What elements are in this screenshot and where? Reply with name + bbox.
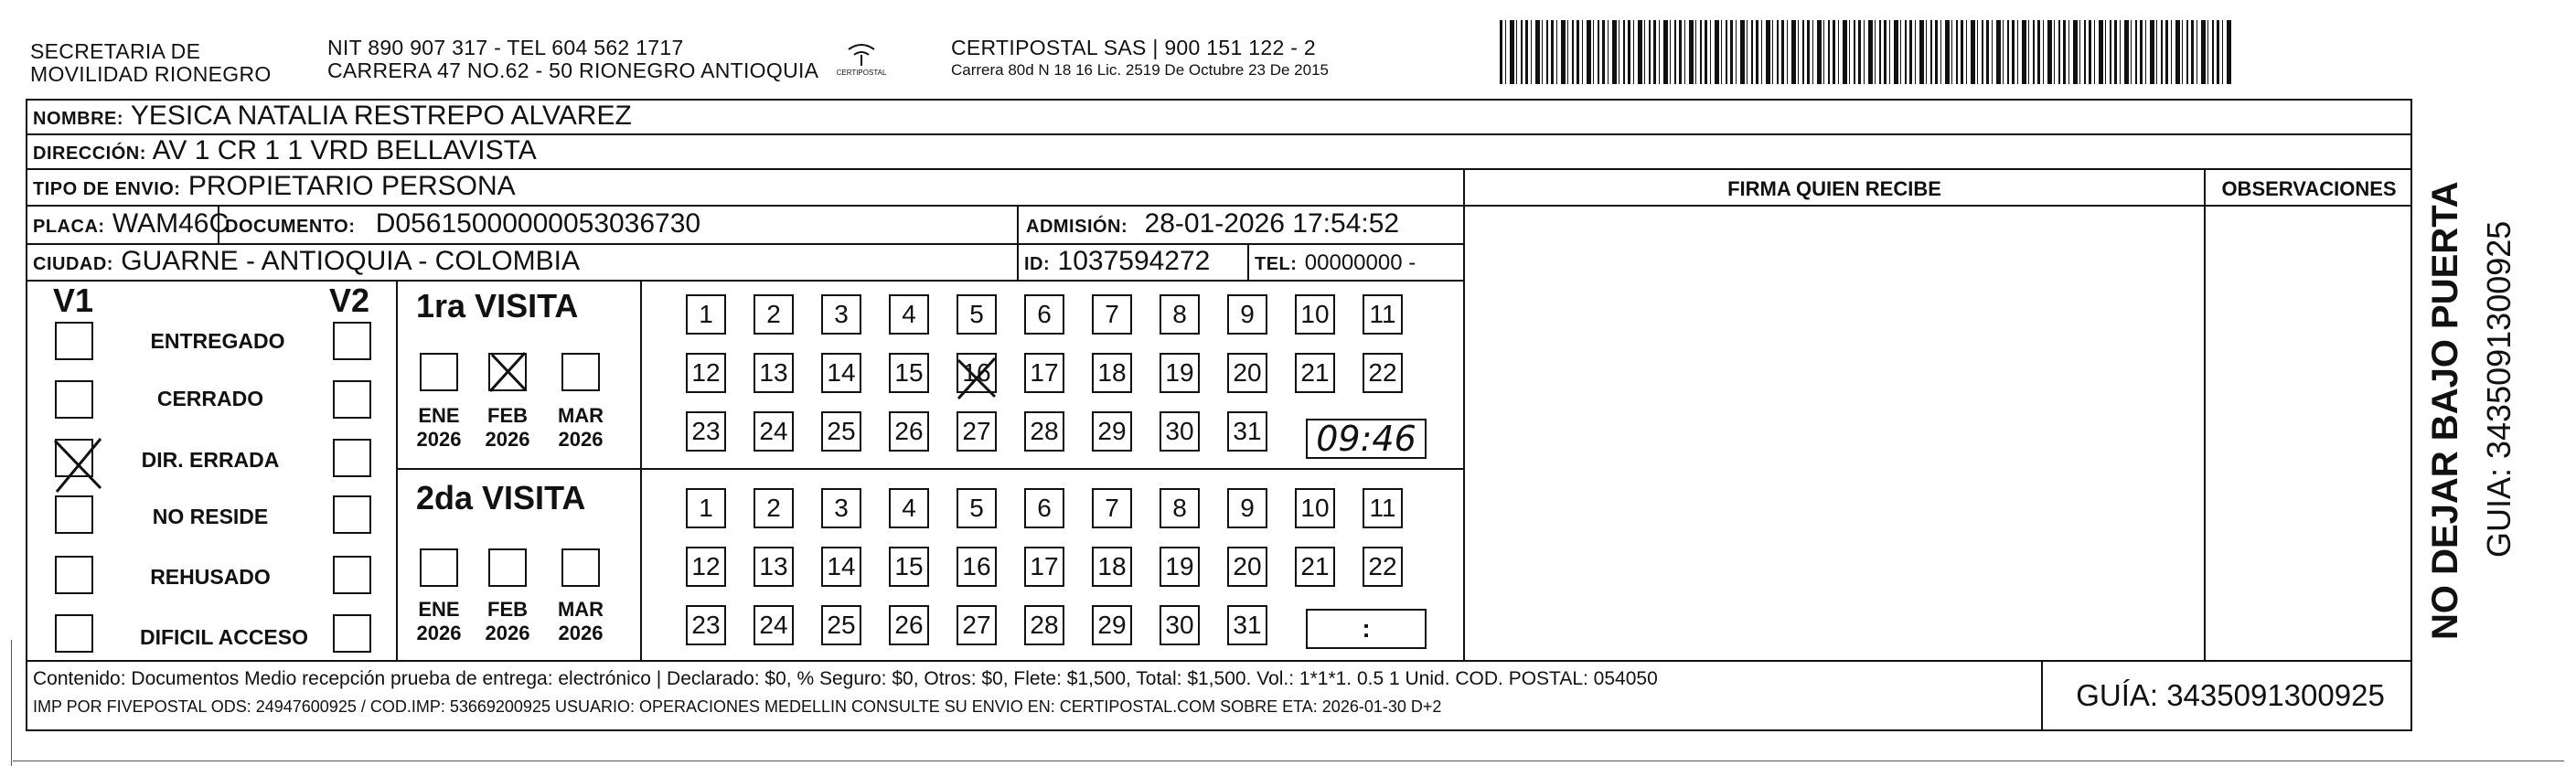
- second-visit-day-10[interactable]: 10: [1295, 488, 1335, 528]
- second-visit-day-2[interactable]: 2: [754, 488, 794, 528]
- v2-label: V2: [329, 282, 370, 319]
- tel-label: TEL:: [1255, 254, 1298, 274]
- direccion-label: DIRECCIÓN:: [33, 144, 146, 164]
- courier-line1: CERTIPOSTAL SAS | 900 151 122 - 2: [951, 36, 1316, 59]
- x-mark-day-16: [951, 353, 1002, 404]
- admision-field: [1026, 208, 1399, 242]
- first-visit-day-29[interactable]: 29: [1092, 411, 1132, 452]
- v2-checkbox-no-reside[interactable]: [333, 495, 371, 534]
- id-label: ID:: [1024, 254, 1051, 274]
- documento-value: D05615000000053036730: [375, 208, 701, 239]
- x-mark-dir-errada: [48, 431, 112, 497]
- first-visit-day-21[interactable]: 21: [1295, 353, 1335, 393]
- org-contact: [327, 37, 818, 82]
- v1-checkbox-rehusado[interactable]: [55, 556, 93, 594]
- second-visit-month-mar-label: MAR 2026: [557, 598, 604, 644]
- first-visit-day-15[interactable]: 15: [889, 353, 929, 393]
- second-visit-title: 2da VISITA: [416, 479, 586, 516]
- first-visit-day-11[interactable]: 11: [1363, 294, 1403, 335]
- footer-contents: Contenido: Documentos Medio recepción prueba de entrega: electrónico | Declarado: $0, % Seguro: $0, Otros: $0, Flete: $1,500, Total: $1,500. Vol.: 1*1*1. 0.5 1 Unid. COD. POSTAL: 054050: [33, 668, 1658, 689]
- id-value: 1037594272: [1057, 246, 1211, 276]
- second-visit-month-ene[interactable]: [420, 548, 458, 587]
- second-visit-day-18[interactable]: 18: [1092, 547, 1132, 587]
- status-cerrado: CERRADO: [156, 387, 264, 410]
- first-visit-time-box[interactable]: [1306, 419, 1427, 459]
- second-visit-day-25[interactable]: 25: [821, 605, 861, 645]
- second-visit-time-box[interactable]: [1306, 609, 1427, 649]
- second-visit-day-24[interactable]: 24: [754, 605, 794, 645]
- first-visit-day-14[interactable]: 14: [821, 353, 861, 393]
- second-visit-day-28[interactable]: 28: [1024, 605, 1064, 645]
- v1-checkbox-cerrado[interactable]: [55, 380, 93, 419]
- first-visit-month-ene-label: ENE 2026: [416, 404, 462, 451]
- tel-field: [1255, 246, 1416, 280]
- second-visit-day-12[interactable]: 12: [686, 547, 726, 587]
- second-visit-time: :: [1362, 614, 1371, 643]
- first-visit-day-23[interactable]: 23: [686, 411, 726, 452]
- first-visit-month-mar-label: MAR 2026: [557, 404, 604, 451]
- first-visit-day-12[interactable]: 12: [686, 353, 726, 393]
- placa-value: WAM46C: [112, 208, 230, 239]
- tel-value: 00000000 -: [1304, 250, 1416, 275]
- v2-checkbox-dificil-acceso[interactable]: [333, 614, 371, 653]
- side-warning: NO DEJAR BAJO PUERTA: [2425, 181, 2465, 640]
- second-visit-month-ene-label: ENE 2026: [416, 598, 462, 644]
- second-visit-day-14[interactable]: 14: [821, 547, 861, 587]
- first-visit-day-1[interactable]: 1: [686, 294, 726, 335]
- second-visit-day-16[interactable]: 16: [957, 547, 997, 587]
- barcode: [1500, 20, 2231, 84]
- first-visit-day-3[interactable]: 3: [821, 294, 861, 335]
- nombre-label: NOMBRE:: [33, 109, 124, 129]
- second-visit-day-11[interactable]: 11: [1363, 488, 1403, 528]
- first-visit-day-16[interactable]: 16: [957, 353, 997, 393]
- first-visit-day-27[interactable]: 27: [957, 411, 997, 452]
- first-visit-day-7[interactable]: 7: [1092, 294, 1132, 335]
- first-visit-day-5[interactable]: 5: [957, 294, 997, 335]
- second-visit-day-17[interactable]: 17: [1024, 547, 1064, 587]
- second-visit-day-5[interactable]: 5: [957, 488, 997, 528]
- first-visit-day-30[interactable]: 30: [1160, 411, 1200, 452]
- courier-info: [951, 37, 1329, 80]
- first-visit-day-25[interactable]: 25: [821, 411, 861, 452]
- admision-value: 28-01-2026 17:54:52: [1144, 208, 1400, 239]
- ciudad-field: [33, 246, 580, 280]
- first-visit-day-9[interactable]: 9: [1227, 294, 1267, 335]
- nit-line: NIT 890 907 317 - TEL 604 562 1717: [327, 36, 684, 59]
- first-visit-month-ene[interactable]: [420, 353, 458, 391]
- org-name: [30, 40, 272, 86]
- observaciones-header: OBSERVACIONES: [2221, 177, 2397, 200]
- footer-print-info: IMP POR FIVEPOSTAL ODS: 24947600925 / COD.IMP: 53669200925 USUARIO: OPERACIONES MEDELLIN CONSULTE SU ENVIO EN: CERTIPOSTAL.COM SOBRE ETA: 2026-01-30 D+2: [33, 697, 1442, 716]
- v2-checkbox-rehusado[interactable]: [333, 556, 371, 594]
- second-visit-day-30[interactable]: 30: [1160, 605, 1200, 645]
- nombre-field: [33, 101, 632, 134]
- v2-checkbox-entregado[interactable]: [333, 322, 371, 360]
- second-visit-day-22[interactable]: 22: [1363, 547, 1403, 587]
- tipo-field: [33, 171, 516, 205]
- address-line: CARRERA 47 NO.62 - 50 RIONEGRO ANTIOQUIA: [327, 59, 819, 82]
- courier-line2: Carrera 80d N 18 16 Lic. 2519 De Octubre 23 De 2015: [951, 61, 1329, 79]
- id-field: [1024, 246, 1210, 280]
- ciudad-label: CIUDAD:: [33, 254, 113, 274]
- nombre-value: YESICA NATALIA RESTREPO ALVAREZ: [130, 101, 632, 131]
- first-visit-day-17[interactable]: 17: [1024, 353, 1064, 393]
- tipo-value: PROPIETARIO PERSONA: [187, 171, 516, 201]
- second-visit-day-4[interactable]: 4: [889, 488, 929, 528]
- ciudad-value: GUARNE - ANTIOQUIA - COLOMBIA: [121, 246, 581, 276]
- status-dificil-acceso: DIFICIL ACCESO: [139, 625, 308, 649]
- first-visit-day-20[interactable]: 20: [1227, 353, 1267, 393]
- second-visit-day-6[interactable]: 6: [1024, 488, 1064, 528]
- second-visit-day-31[interactable]: 31: [1227, 605, 1267, 645]
- v1-checkbox-no-reside[interactable]: [55, 495, 93, 534]
- second-visit-day-1[interactable]: 1: [686, 488, 726, 528]
- v1-checkbox-entregado[interactable]: [55, 322, 93, 360]
- second-visit-day-13[interactable]: 13: [754, 547, 794, 587]
- x-mark-feb: [485, 347, 532, 397]
- second-visit-day-15[interactable]: 15: [889, 547, 929, 587]
- side-guia: GUIA: 3435091300925: [2480, 220, 2517, 558]
- second-visit-day-3[interactable]: 3: [821, 488, 861, 528]
- first-visit-month-mar[interactable]: [561, 353, 600, 391]
- first-visit-day-18[interactable]: 18: [1092, 353, 1132, 393]
- second-visit-day-23[interactable]: 23: [686, 605, 726, 645]
- first-visit-day-26[interactable]: 26: [889, 411, 929, 452]
- placa-label: PLACA:: [33, 217, 105, 237]
- second-visit-month-mar[interactable]: [561, 548, 600, 587]
- logo-text: CERTIPOSTAL: [836, 69, 887, 77]
- v2-checkbox-dir-errada[interactable]: [333, 439, 371, 477]
- first-visit-month-feb-label: FEB 2026: [485, 404, 530, 451]
- second-visit-day-19[interactable]: 19: [1160, 547, 1200, 587]
- v1-checkbox-dificil-acceso[interactable]: [55, 614, 93, 653]
- certipostal-logo: [834, 37, 889, 82]
- first-visit-day-19[interactable]: 19: [1160, 353, 1200, 393]
- direccion-field: [33, 135, 537, 169]
- second-visit-month-feb[interactable]: [488, 548, 527, 587]
- footer-guia: GUÍA: 3435091300925: [2076, 678, 2385, 712]
- first-visit-day-13[interactable]: 13: [754, 353, 794, 393]
- second-visit-day-20[interactable]: 20: [1227, 547, 1267, 587]
- first-visit-day-10[interactable]: 10: [1295, 294, 1335, 335]
- second-visit-day-7[interactable]: 7: [1092, 488, 1132, 528]
- first-visit-day-4[interactable]: 4: [889, 294, 929, 335]
- status-rehusado: REHUSADO: [150, 565, 271, 589]
- status-no-reside: NO RESIDE: [152, 505, 269, 528]
- status-entregado: ENTREGADO: [150, 329, 285, 353]
- first-visit-time: 09:46: [1316, 419, 1416, 459]
- second-visit-day-8[interactable]: 8: [1160, 488, 1200, 528]
- status-dir-errada: DIR. ERRADA: [141, 448, 280, 472]
- second-visit-day-9[interactable]: 9: [1227, 488, 1267, 528]
- placa-field: [33, 208, 229, 242]
- second-visit-day-21[interactable]: 21: [1295, 547, 1335, 587]
- tipo-label: TIPO DE ENVIO:: [33, 179, 181, 199]
- direccion-value: AV 1 CR 1 1 VRD BELLAVISTA: [152, 135, 537, 165]
- second-visit-day-29[interactable]: 29: [1092, 605, 1132, 645]
- first-visit-day-6[interactable]: 6: [1024, 294, 1064, 335]
- documento-field: [225, 208, 700, 242]
- org-line1: SECRETARIA DE: [30, 39, 201, 63]
- first-visit-day-22[interactable]: 22: [1363, 353, 1403, 393]
- first-visit-day-28[interactable]: 28: [1024, 411, 1064, 452]
- second-visit-day-26[interactable]: 26: [889, 605, 929, 645]
- first-visit-title: 1ra VISITA: [416, 287, 579, 324]
- first-visit-day-24[interactable]: 24: [754, 411, 794, 452]
- first-visit-day-31[interactable]: 31: [1227, 411, 1267, 452]
- first-visit-day-2[interactable]: 2: [754, 294, 794, 335]
- admision-label: ADMISIÓN:: [1026, 217, 1128, 237]
- org-line2: MOVILIDAD RIONEGRO: [30, 62, 272, 86]
- second-visit-day-27[interactable]: 27: [957, 605, 997, 645]
- firma-header: FIRMA QUIEN RECIBE: [1727, 177, 1941, 200]
- v1-label: V1: [53, 282, 94, 319]
- second-visit-month-feb-label: FEB 2026: [485, 598, 530, 644]
- first-visit-day-8[interactable]: 8: [1160, 294, 1200, 335]
- v2-checkbox-cerrado[interactable]: [333, 380, 371, 419]
- documento-label: DOCUMENTO:: [225, 217, 356, 237]
